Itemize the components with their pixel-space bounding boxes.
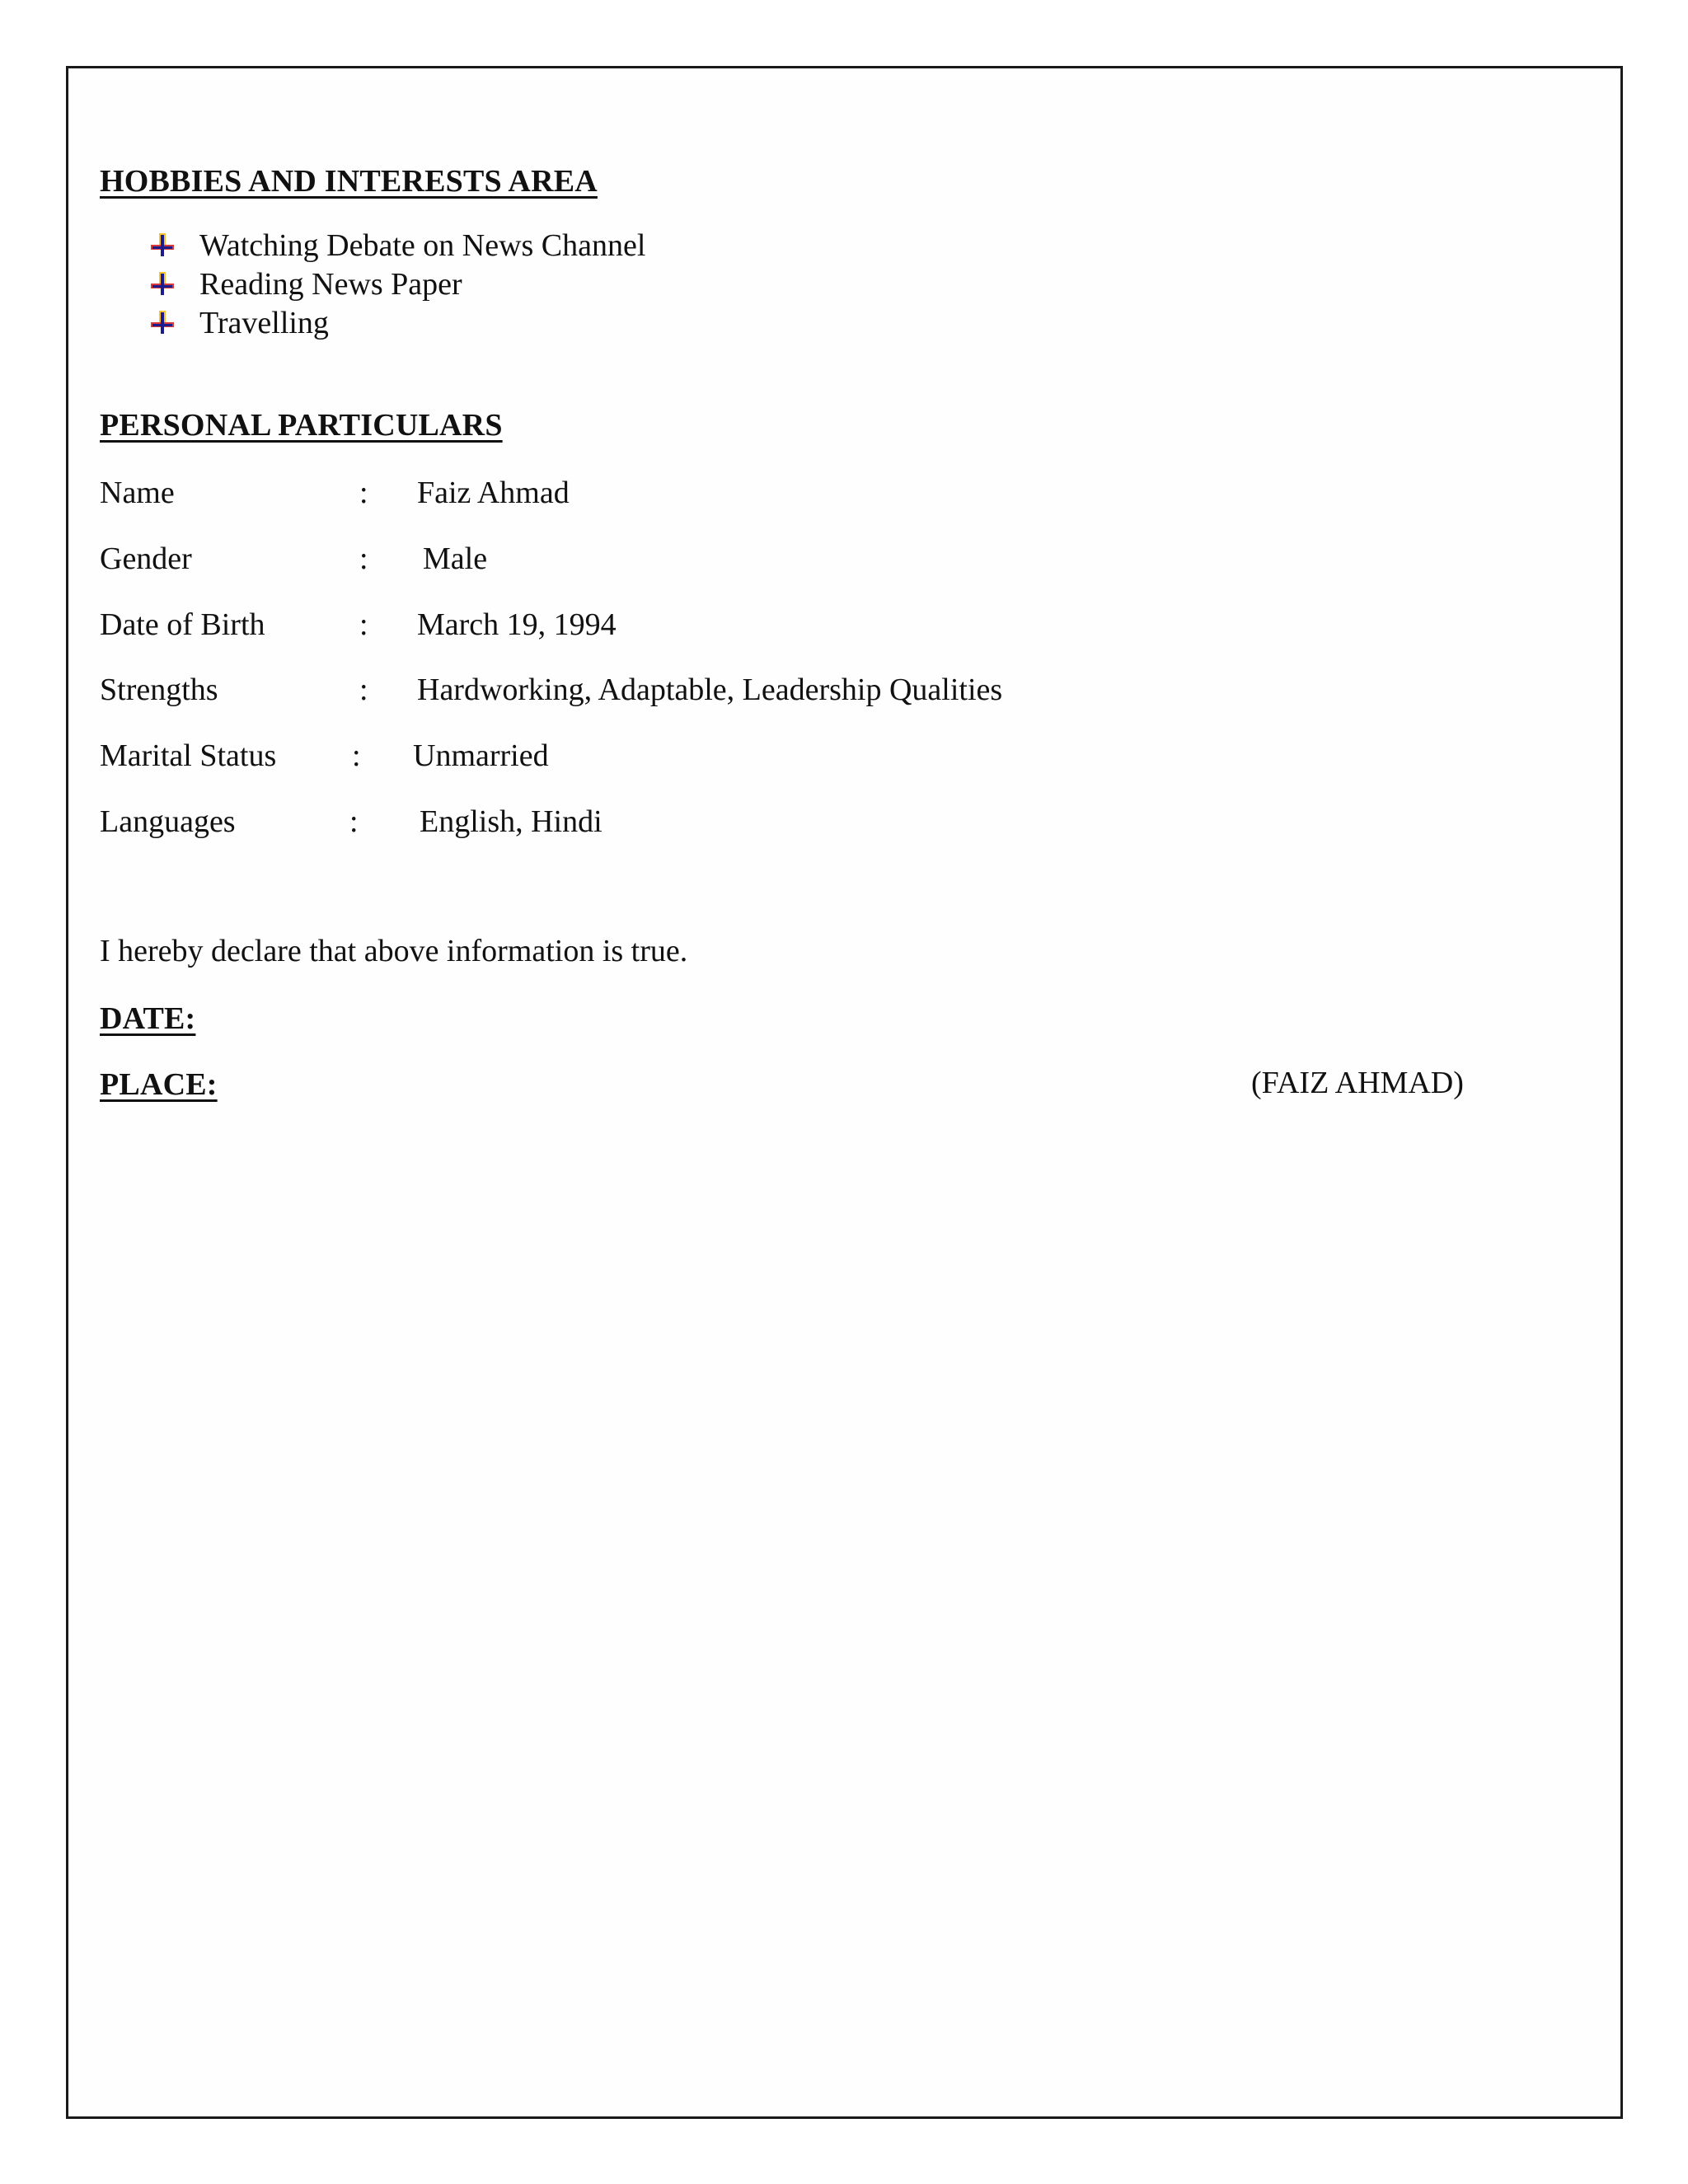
signature-name: (FAIZ AHMAD) bbox=[1251, 1066, 1464, 1100]
arrow-down-bullet-icon bbox=[148, 309, 176, 337]
field-value: March 19, 1994 bbox=[417, 607, 617, 642]
date-label: DATE: bbox=[100, 1001, 196, 1036]
field-label: Name bbox=[100, 476, 175, 510]
field-value: English, Hindi bbox=[420, 804, 603, 839]
field-value: Unmarried bbox=[413, 738, 549, 773]
list-item bbox=[148, 265, 645, 303]
field-separator: : bbox=[359, 541, 368, 576]
hobby-label: Watching Debate on News Channel bbox=[199, 227, 646, 263]
field-value: Faiz Ahmad bbox=[417, 476, 570, 510]
field-separator: : bbox=[359, 673, 368, 707]
hobbies-heading: HOBBIES AND INTERESTS AREA bbox=[100, 164, 598, 199]
declaration-text: I hereby declare that above information is true. bbox=[100, 934, 688, 968]
list-item bbox=[148, 226, 645, 265]
field-label: Date of Birth bbox=[100, 607, 265, 642]
arrow-down-bullet-icon bbox=[148, 270, 176, 298]
field-label: Languages bbox=[100, 804, 236, 839]
hobby-label: Reading News Paper bbox=[199, 266, 462, 302]
arrow-down-bullet-icon bbox=[148, 232, 176, 260]
field-separator: : bbox=[352, 738, 361, 773]
field-value: Hardworking, Adaptable, Leadership Qualities bbox=[417, 673, 1003, 707]
place-label: PLACE: bbox=[100, 1067, 218, 1102]
field-separator: : bbox=[359, 607, 368, 642]
hobby-label: Travelling bbox=[199, 305, 329, 340]
personal-heading: PERSONAL PARTICULARS bbox=[100, 408, 503, 443]
field-label: Marital Status bbox=[100, 738, 277, 773]
field-separator: : bbox=[359, 476, 368, 510]
field-label: Strengths bbox=[100, 673, 218, 707]
field-separator: : bbox=[349, 804, 359, 839]
field-label: Gender bbox=[100, 541, 192, 576]
hobbies-list bbox=[148, 226, 645, 342]
field-value: Male bbox=[423, 541, 488, 576]
list-item bbox=[148, 303, 645, 342]
